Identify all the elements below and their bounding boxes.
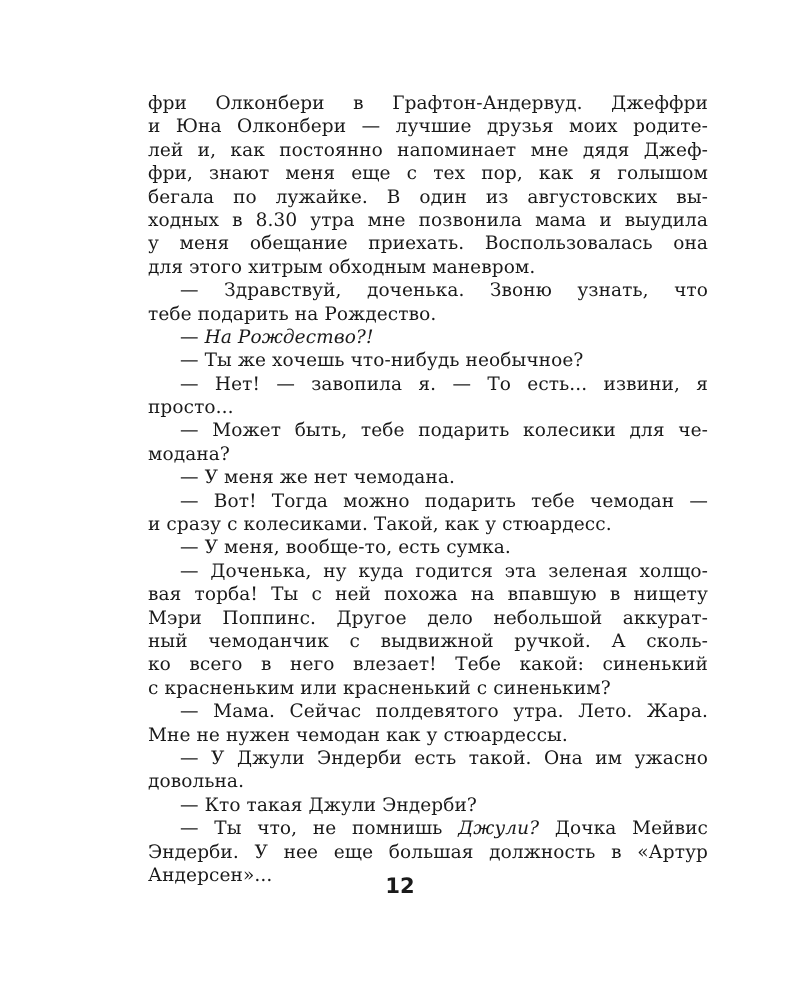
text-line bbox=[148, 724, 708, 747]
text-line bbox=[148, 607, 708, 630]
text-line bbox=[148, 443, 708, 466]
text-line-content: вая торба! Ты с ней похожа на впавшую в нищету bbox=[148, 584, 708, 606]
text-line bbox=[148, 490, 708, 513]
text-line bbox=[148, 209, 708, 232]
text-line-content: тебе подарить на Рождество. bbox=[148, 303, 437, 325]
text-line bbox=[148, 700, 708, 723]
text-line bbox=[148, 326, 708, 349]
text-line bbox=[148, 419, 708, 442]
text-line bbox=[148, 653, 708, 676]
text-line-content: — Кто такая Джули Эндерби? bbox=[180, 794, 477, 816]
text-line bbox=[148, 841, 708, 864]
text-line bbox=[148, 115, 708, 138]
text-line bbox=[148, 513, 708, 536]
text-line bbox=[148, 396, 708, 419]
text-line-content: лей и, как постоянно напоминает мне дядя Джеф- bbox=[148, 139, 708, 161]
text-line-content: и сразу с колесиками. Такой, как у стюардесс. bbox=[148, 514, 612, 536]
text-line bbox=[148, 256, 708, 279]
text-line bbox=[148, 466, 708, 489]
text-line-content: фри, знают меня еще с тех пор, как я голышом bbox=[148, 163, 708, 185]
text-line-content: довольна. bbox=[148, 771, 245, 793]
text-line bbox=[148, 373, 708, 396]
text-line-content: с красненьким или красненький с синеньким? bbox=[148, 677, 611, 699]
text-line bbox=[148, 817, 708, 840]
text-line-content: Эндерби. У нее еще большая должность в «Артур bbox=[148, 841, 708, 863]
text-line-post: Дочка Мейвис bbox=[539, 818, 708, 840]
page-number: 12 bbox=[385, 874, 415, 898]
text-line-content: — У меня, вообще-то, есть сумка. bbox=[180, 537, 511, 559]
text-line-content: — У Джули Эндерби есть такой. Она им ужасно bbox=[180, 747, 708, 769]
text-line bbox=[148, 349, 708, 372]
page-text-body bbox=[148, 92, 708, 887]
text-line-content: Мэри Поппинс. Другое дело небольшой аккурат- bbox=[148, 607, 708, 629]
text-line bbox=[148, 232, 708, 255]
text-line-content: фри Олконбери в Графтон-Андервуд. Джеффри bbox=[148, 93, 708, 114]
text-line-content: и Юна Олконбери — лучшие друзья моих родите- bbox=[148, 116, 708, 138]
text-line bbox=[148, 162, 708, 185]
text-line bbox=[148, 770, 708, 793]
text-line-content: модана? bbox=[148, 443, 230, 465]
text-line-content: у меня обещание приехать. Воспользовалась она bbox=[148, 233, 708, 255]
text-line-content: ный чемоданчик с выдвижной ручкой. А сколь- bbox=[148, 630, 708, 652]
text-line-italic: Джули? bbox=[458, 818, 540, 840]
text-line bbox=[148, 139, 708, 162]
text-line bbox=[148, 583, 708, 606]
text-line-italic: На Рождество?! bbox=[204, 326, 374, 348]
text-line-content: ко всего в него влезает! Тебе какой: синенький bbox=[148, 654, 708, 676]
text-line-content: бегала по лужайке. В один из августовских вы- bbox=[148, 186, 708, 208]
text-line-content: — У меня же нет чемодана. bbox=[180, 467, 455, 489]
text-line-content: — Вот! Тогда можно подарить тебе чемодан — bbox=[180, 490, 708, 512]
text-line bbox=[148, 677, 708, 700]
text-line bbox=[148, 303, 708, 326]
text-line-content: ходных в 8.30 утра мне позвонила мама и выудила bbox=[148, 209, 708, 231]
text-line bbox=[148, 560, 708, 583]
text-line-content: — Нет! — завопила я. — То есть... извини, я bbox=[180, 373, 708, 395]
text-line-content: Мне не нужен чемодан как у стюардессы. bbox=[148, 724, 568, 746]
text-line bbox=[148, 536, 708, 559]
text-line-content: — Доченька, ну куда годится эта зеленая холщо- bbox=[180, 560, 708, 582]
text-line bbox=[148, 186, 708, 209]
text-line-pre: — Ты что, не помнишь bbox=[180, 818, 459, 840]
text-line bbox=[148, 279, 708, 302]
text-line bbox=[148, 92, 708, 115]
text-line-content: просто... bbox=[148, 397, 234, 419]
text-line bbox=[148, 747, 708, 770]
text-line-content: — Может быть, тебе подарить колесики для че- bbox=[180, 420, 708, 442]
text-line-pre: — bbox=[180, 326, 205, 348]
text-line-content: Андерсен»... bbox=[148, 864, 273, 886]
text-line bbox=[148, 794, 708, 817]
text-line-content: — Ты же хочешь что-нибудь необычное? bbox=[180, 350, 584, 372]
text-line-content: для этого хитрым обходным маневром. bbox=[148, 256, 536, 278]
text-line-content: — Мама. Сейчас полдевятого утра. Лето. Жара. bbox=[180, 701, 708, 723]
text-line bbox=[148, 630, 708, 653]
text-line-content: — Здравствуй, доченька. Звоню узнать, что bbox=[180, 280, 708, 302]
